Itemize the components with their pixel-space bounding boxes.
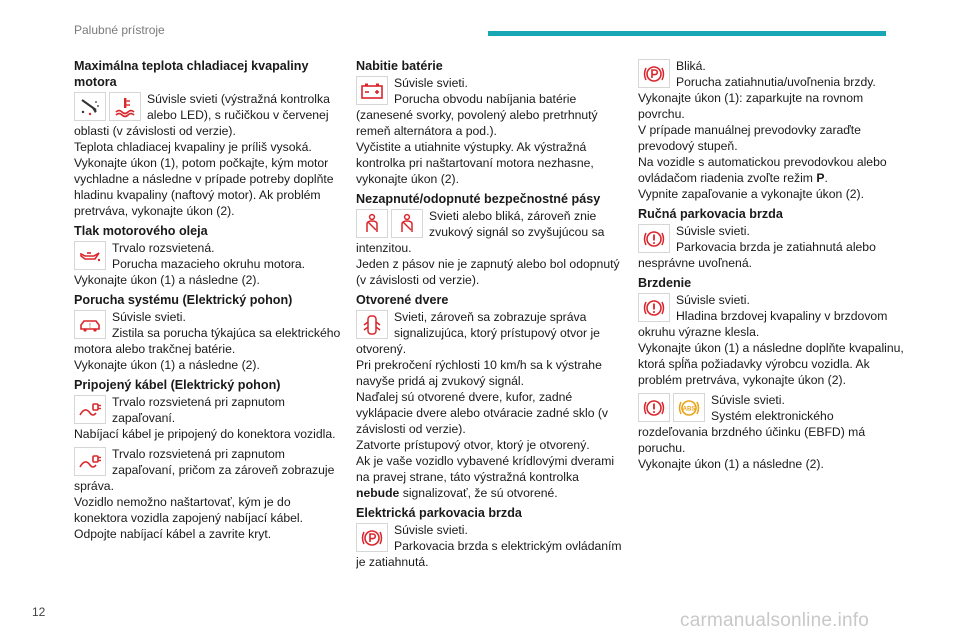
seatbelt-icon (391, 209, 423, 238)
oil-can-icon (74, 241, 106, 270)
entry-braking-ebfd (638, 392, 906, 472)
entry-electric-parking-brake (356, 522, 624, 570)
text: Vykonajte úkon (1) a následne (2). (74, 358, 260, 372)
section-title-oil-pressure: Tlak motorového oleja (74, 224, 208, 238)
entry-coolant (74, 91, 342, 219)
text: Vypnite zapaľovanie a vykonajte úkon (2). (638, 187, 864, 201)
section-title-open-doors: Otvorené dvere (356, 293, 449, 307)
watermark: carmanualsonline.info (680, 610, 870, 631)
text: Súvisle svieti. (676, 224, 750, 238)
entry-battery-charge (356, 75, 624, 187)
text: Nabíjací kábel je pripojený do konektora vozidla. (74, 427, 336, 441)
coolant-temperature-icon (109, 92, 141, 121)
text: Vykonajte úkon (1) a následne doplňte kvapalinu, ktorá spĺňa požiadavky výrobcu vozidla. Ak problém pretrváva, vykonajte úkon (2). (638, 341, 904, 387)
text: Bliká. (676, 59, 706, 73)
parking-brake-p-icon (356, 523, 388, 552)
text: Jeden z pásov nie je zapnutý alebo bol odopnutý (v závislosti od verzie). (356, 257, 620, 287)
text: Súvisle svieti (výstražná kontrolka alebo LED), s ručičkou v červenej oblasti (v závislosti od verzie). (74, 92, 330, 138)
brake-warning-icon (638, 293, 670, 322)
entry-open-doors (356, 309, 624, 501)
text: Súvisle svieti. (112, 310, 186, 324)
text: Trvalo rozsvietená. (112, 241, 215, 255)
header-accent-bar (488, 31, 886, 36)
text: Porucha obvodu nabíjania batérie (zanesené svorky, povolený alebo pretrhnutý remeň alternátora a pod.). (356, 92, 598, 138)
car-fault-icon (74, 310, 106, 339)
page-number: 12 (32, 605, 46, 619)
text: Svieti alebo bliká, zároveň znie zvukový signál so zvyšujúcou sa intenzitou. (356, 209, 605, 255)
text: Na vozidle s automatickou prevodovkou alebo ovládačom riadenia zvoľte režim P. (638, 155, 887, 185)
abs-label: ABS (682, 406, 696, 412)
text: Svieti, zároveň sa zobrazuje správa signalizujúca, ktorý prístupový otvor je otvorený. (356, 310, 600, 356)
entry-system-fault (74, 309, 342, 373)
entry-cable-connected-2 (74, 446, 342, 542)
section-title-braking: Brzdenie (638, 276, 692, 290)
page-header-title: Palubné prístroje (74, 23, 165, 37)
column-1 (74, 58, 342, 546)
abs-icon (673, 393, 705, 422)
charging-plug-icon (74, 395, 106, 424)
section-title-system-fault: Porucha systému (Elektrický pohon) (74, 293, 293, 307)
text: Trvalo rozsvietená pri zapnutom zapaľovaní, pričom za zároveň zobrazuje správa. (74, 447, 335, 493)
section-title-battery-charge: Nabitie batérie (356, 59, 443, 73)
section-title-coolant: Maximálna teplota chladiacej kvapaliny motora (74, 59, 309, 89)
brake-warning-icon (638, 393, 670, 422)
svg-text:!: ! (89, 322, 91, 330)
text: Naďalej sú otvorené dvere, kufor, zadné vyklápacie dvere alebo otváracie zadné sklo (v závislosti od verzie). (356, 390, 609, 436)
text: Vykonajte úkon (1), potom počkajte, kým motor vychladne a následne v prípade potreby doplňte hladinu kvapaliny (naftový motor). Ak problém pretrváva, vykonajte úkon (2). (74, 156, 334, 218)
section-title-manual-parking-brake: Ručná parkovacia brzda (638, 207, 783, 221)
text: Hladina brzdovej kvapaliny v brzdovom okruhu výrazne klesla. (638, 309, 888, 339)
column-2 (356, 58, 624, 574)
parking-brake-p-icon (638, 59, 670, 88)
text: Parkovacia brzda je zatiahnutá alebo nesprávne uvoľnená. (638, 240, 876, 270)
coolant-gauge-icon (74, 92, 106, 121)
entry-brake-blinking (638, 58, 906, 202)
entry-seatbelts (356, 208, 624, 288)
text: Ak je vaše vozidlo vybavené krídlovými dverami na pravej strane, táto výstražná kontrolka nebude signalizovať, že sú otvorené. (356, 454, 615, 500)
battery-icon (356, 76, 388, 105)
seatbelt-icon (356, 209, 388, 238)
text: Súvisle svieti. (394, 523, 468, 537)
text: Porucha mazacieho okruhu motora. (112, 257, 306, 271)
text: Súvisle svieti. (711, 393, 785, 407)
text: Súvisle svieti. (394, 76, 468, 90)
text: Trvalo rozsvietená pri zapnutom zapaľovaní. (112, 395, 285, 425)
text: Porucha zatiahnutia/uvoľnenia brzdy. (676, 75, 876, 89)
text: Odpojte nabíjací kábel a zavrite kryt. (74, 527, 272, 541)
entry-braking-fluid (638, 292, 906, 388)
text: V prípade manuálnej prevodovky zaraďte prevodový stupeň. (638, 123, 861, 153)
text: Zatvorte prístupový otvor, ktorý je otvorený. (356, 438, 590, 452)
text: Vozidlo nemožno naštartovať, kým je do konektora vozidla zapojený nabíjací kábel. (74, 495, 303, 525)
section-title-electric-parking-brake: Elektrická parkovacia brzda (356, 506, 522, 520)
text: Systém elektronického rozdeľovania brzdného účinku (EBFD) má poruchu. (638, 409, 866, 455)
entry-oil-pressure (74, 240, 342, 288)
text: Pri prekročení rýchlosti 10 km/h sa k výstrahe navyše pridá aj zvukový signál. (356, 358, 602, 388)
text: Zistila sa porucha týkajúca sa elektrického motora alebo trakčnej batérie. (74, 326, 341, 356)
text: Vyčistite a utiahnite výstupky. Ak výstražná kontrolka pri naštartovaní motora nezhasne, vykonajte úkon (2). (356, 140, 594, 186)
entry-cable-connected-1 (74, 394, 342, 442)
text: Parkovacia brzda s elektrickým ovládaním je zatiahnutá. (356, 539, 622, 569)
brake-warning-icon (638, 224, 670, 253)
column-3 (638, 58, 906, 476)
text: Vykonajte úkon (1): zaparkujte na rovnom povrchu. (638, 91, 864, 121)
text: Vykonajte úkon (1) a následne (2). (74, 273, 260, 287)
charging-plug-icon (74, 447, 106, 476)
car-doors-open-icon (356, 310, 388, 339)
text: Teplota chladiacej kvapaliny je príliš vysoká. (74, 140, 312, 154)
section-title-seatbelts: Nezapnuté/odopnuté bezpečnostné pásy (356, 192, 601, 206)
text: Súvisle svieti. (676, 293, 750, 307)
section-title-cable-connected: Pripojený kábel (Elektrický pohon) (74, 378, 281, 392)
text: Vykonajte úkon (1) a následne (2). (638, 457, 824, 471)
entry-manual-parking-brake (638, 223, 906, 271)
